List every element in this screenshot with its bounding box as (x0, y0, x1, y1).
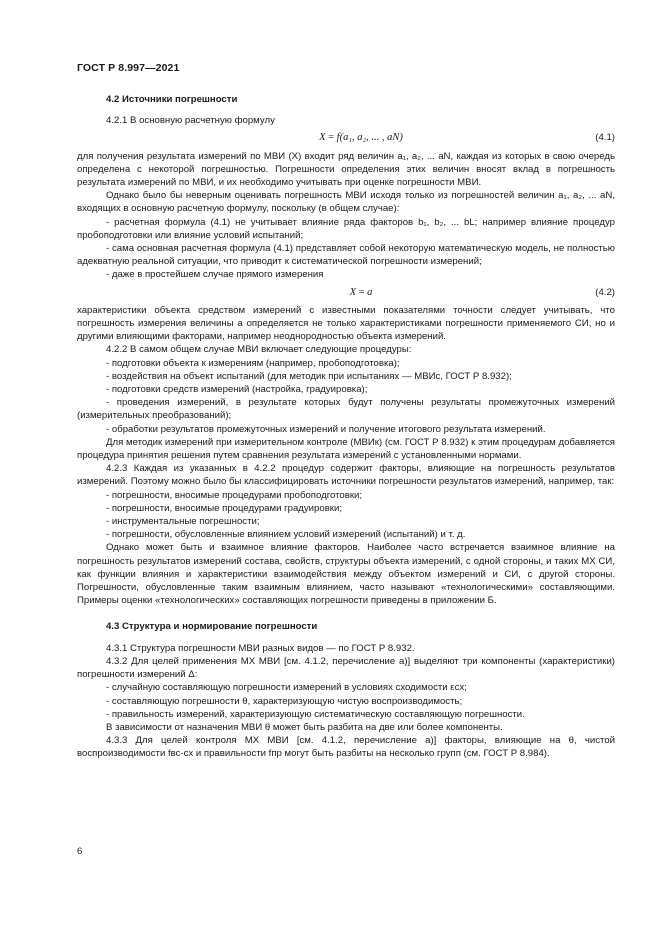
paragraph: В зависимости от назначения МВИ θ может быть разбита на две или более компоненты. (106, 721, 503, 733)
list-item: - подготовки средств измерений (настройка, градуировка); (106, 384, 368, 396)
list-item: - погрешности, вносимые процедурами пробоподготовки; (106, 489, 363, 501)
list-item: - воздействия на объект испытаний (для методик при испытаниях — МВИс, ГОСТ Р 8.932); (106, 370, 512, 382)
formula-4-2 (77, 286, 615, 299)
list-item: - проведения измерений, в результате которых будут получены результаты промежуточных измерений (измерительных преобразований); (77, 397, 615, 422)
paragraph: для получения результата измерений по МВИ (X) входит ряд величин a₁, a₂, ... aN, каждая из которых в свою очередь определена с некоторой погрешностью. Погрешности определения этих величин вносят вклад в погрешность результата измерений по МВИ, и их необходимо учитывать при оценке погрешности МВИ. (77, 150, 615, 188)
paragraph: 4.3.1 Структура погрешности МВИ разных видов — по ГОСТ Р 8.932. (106, 642, 415, 654)
list-item: - правильность измерений, характеризующую систематическую составляющую погрешности. (106, 708, 525, 720)
list-item: - сама основная расчетная формула (4.1) представляет собой некоторую математическую модель, не полностью адекватную реальной ситуации, что приводит к систематической погрешности измерений; (77, 243, 615, 268)
paragraph: 4.2.2 В самом общем случае МВИ включает следующие процедуры: (106, 344, 412, 356)
paragraph: 4.3.3 Для целей контроля МХ МВИ [см. 4.1.2, перечисление а)] факторы, влияющие на θ, чистой воспроизводимости fвс-сх и правильности fпр могут быть разбиты на несколько групп (см. ГОСТ Р 8.984). (77, 735, 615, 760)
page-number: 6 (77, 846, 83, 857)
formula-number: (4.1) (595, 132, 615, 144)
list-item: - даже в простейшем случае прямого измерения (106, 269, 324, 281)
paragraph: 4.2.1 В основную расчетную формулу (106, 115, 275, 127)
section-heading-4-2: 4.2 Источники погрешности (106, 94, 238, 105)
formula-number: (4.2) (595, 286, 615, 298)
document-body (77, 93, 615, 761)
paragraph: Однако может быть и взаимное влияние факторов. Наиболее часто встречается взаимное влияние на погрешность результатов измерений состава, свойств, структуры объекта измерений, с одной стороны, и таких МХ СИ, как функции влияния и характеристики взаимодействия между объектом измерений и СИ, с другой стороны. Погрешности, обусловленные таким взаимным влиянием, часто называют «технологическими» составляющими. Примеры оценки «технологических» составляющих погрешности приведены в приложении Б. (77, 542, 615, 607)
list-item: - инструментальные погрешности; (106, 516, 260, 528)
section-heading-4-3: 4.3 Структура и нормирование погрешности (106, 621, 318, 633)
paragraph: Однако было бы неверным оценивать погрешность МВИ исходя только из погрешностей величин a₁, a₂, ... aN, входящих в основную расчетную формулу, поскольку (в общем случае): (77, 190, 615, 215)
list-item: - обработки результатов промежуточных измерений и получение итогового результата измерений. (106, 423, 546, 435)
paragraph: 4.3.2 Для целей применения МХ МВИ [см. 4.1.2, перечисление а)] выделяют три компоненты (характеристики) погрешности измерений Δ: (77, 655, 615, 681)
paragraph: 4.2.3 Каждая из указанных в 4.2.2 процедур содержит факторы, влияющие на погрешность результатов измерений. Поэтому можно было бы классифицировать источники погрешности результатов измерений, например, так: (77, 463, 615, 488)
paragraph: характеристики объекта средством измерений с известными показателями точности следует учитывать, что погрешность измерения величины a определяется не только характеристиками погрешности применяемого СИ, но и другими влияющими факторами, например неоднородностью объекта измерений. (77, 304, 615, 343)
list-item: - расчетная формула (4.1) не учитывает влияние ряда факторов b₁, b₂, ... bL; например влияние процедур пробоподготовки или влияние условий испытаний; (77, 216, 615, 241)
formula-expression: X = f(a₁, a₂, ... , aN) (319, 132, 403, 144)
formula-expression: X = a (349, 286, 373, 298)
list-item: - подготовки объекта к измерениям (например, пробоподготовка); (106, 357, 400, 369)
formula-4-1 (77, 131, 615, 144)
list-item: - составляющую погрешности θ, характеризующую чистую воспроизводимость; (106, 695, 463, 707)
document-header: ГОСТ Р 8.997—2021 (77, 62, 180, 74)
paragraph: Для методик измерений при измерительном контроле (МВИк) (см. ГОСТ Р 8.932) к этим процедурам добавляется процедура принятия решения путем сравнения результата измерений с установленными нормами. (77, 436, 615, 462)
list-item: - погрешности, обусловленные влиянием условий измерений (испытаний) и т. д. (106, 529, 466, 541)
list-item: - случайную составляющую погрешности измерений в условиях сходимости εсх; (106, 682, 467, 694)
list-item: - погрешности, вносимые процедурами градуировки; (106, 502, 343, 514)
